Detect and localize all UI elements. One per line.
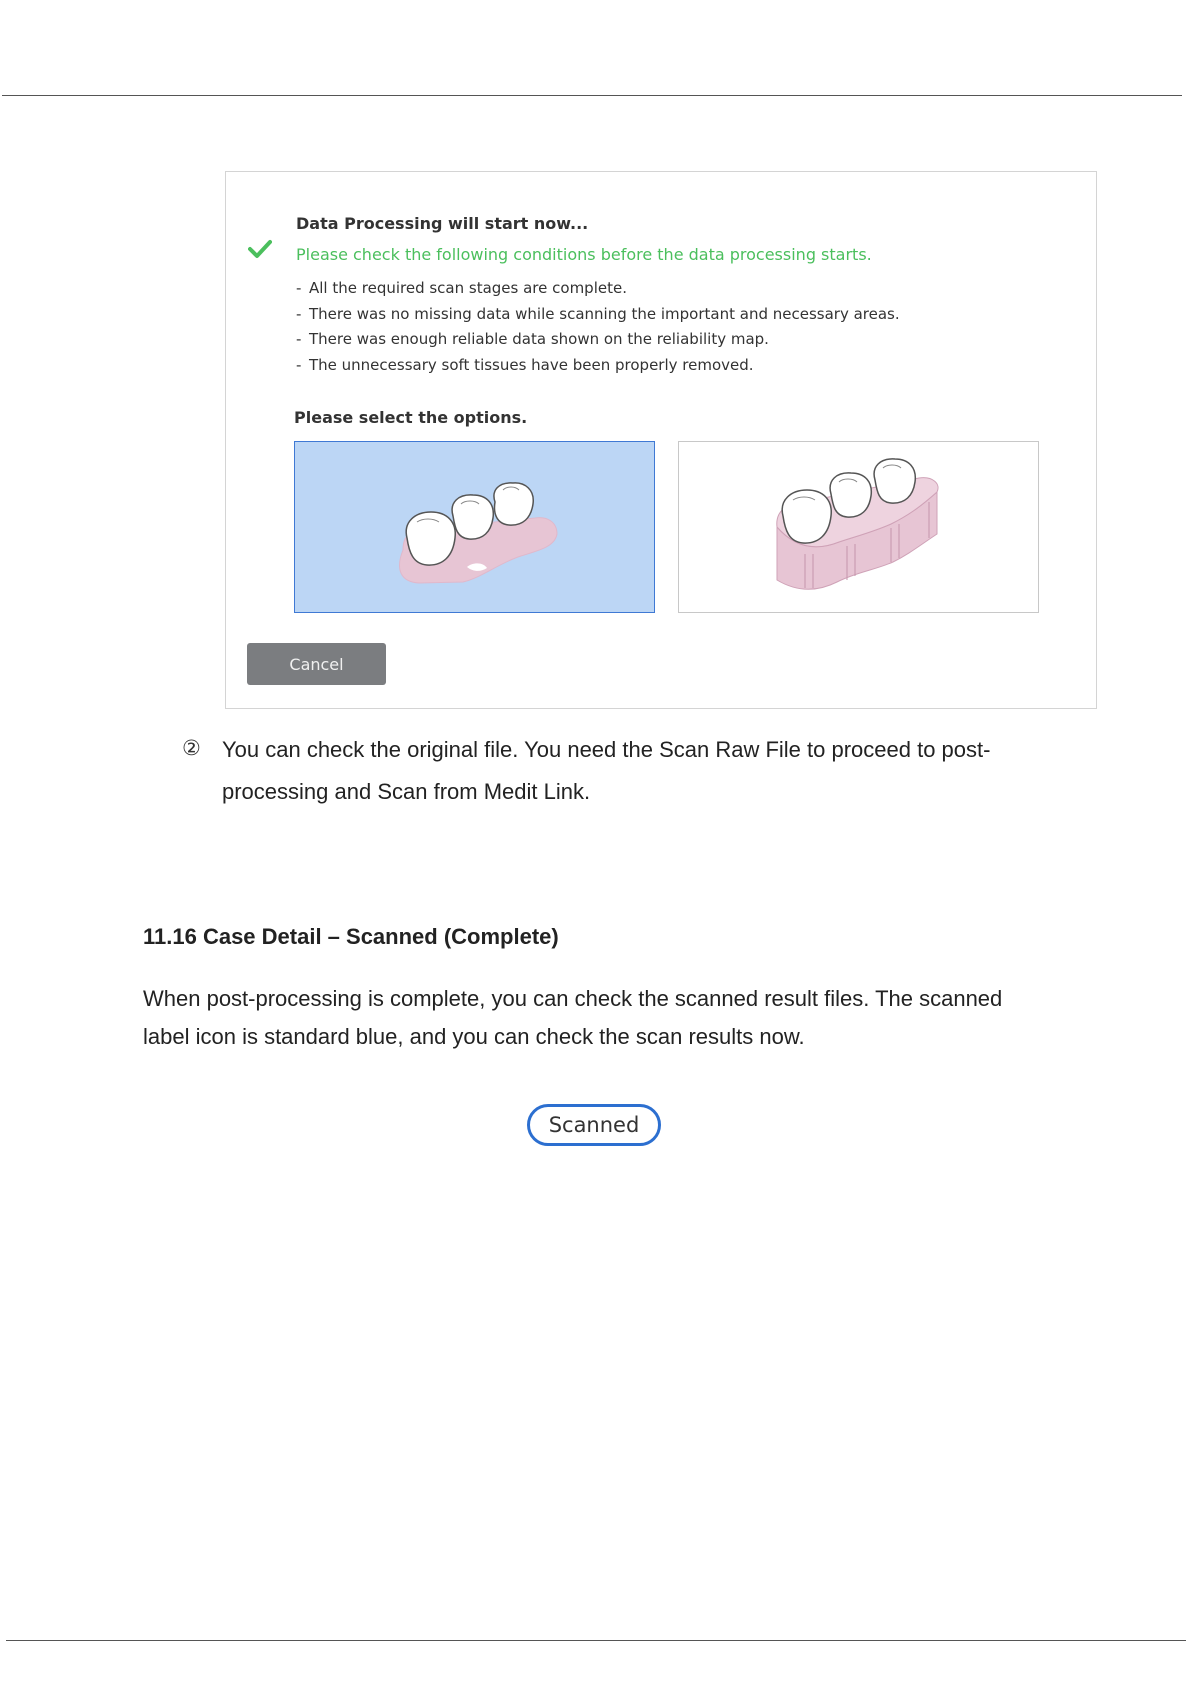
footer-rule [6, 1640, 1186, 1641]
cancel-button[interactable]: Cancel [247, 643, 386, 685]
condition-item: - There was enough reliable data shown on the reliability map. [296, 330, 769, 348]
header-rule [2, 95, 1182, 96]
option-with-base[interactable] [678, 441, 1039, 613]
list-marker: ② [182, 736, 201, 760]
condition-item: - The unnecessary soft tissues have been properly removed. [296, 355, 754, 374]
checkmark-icon [248, 239, 272, 259]
condition-item: - There was no missing data while scanning the important and necessary areas. [296, 304, 900, 323]
dialog-subtitle: Please check the following conditions before the data processing starts. [296, 245, 872, 264]
option-scan-only[interactable] [294, 441, 655, 613]
teeth-base-model-icon [679, 442, 1038, 612]
scanned-status-badge: Scanned [527, 1104, 661, 1146]
section-paragraph: When post-processing is complete, you can check the scanned result files. The scanned label icon is standard blue, and you can check the scan results now. [143, 986, 1003, 1049]
condition-item: - All the required scan stages are complete. [296, 279, 627, 297]
dialog-title: Data Processing will start now... [296, 214, 589, 233]
conditions-list [296, 276, 900, 378]
teeth-scan-icon [295, 442, 654, 612]
item-text: You can check the original file. You need the Scan Raw File to proceed to post-processing and Scan from Medit Link. [222, 737, 991, 804]
options-title: Please select the options. [294, 408, 528, 427]
data-processing-dialog [225, 171, 1097, 709]
section-heading: 11.16 Case Detail – Scanned (Complete) [143, 924, 559, 949]
